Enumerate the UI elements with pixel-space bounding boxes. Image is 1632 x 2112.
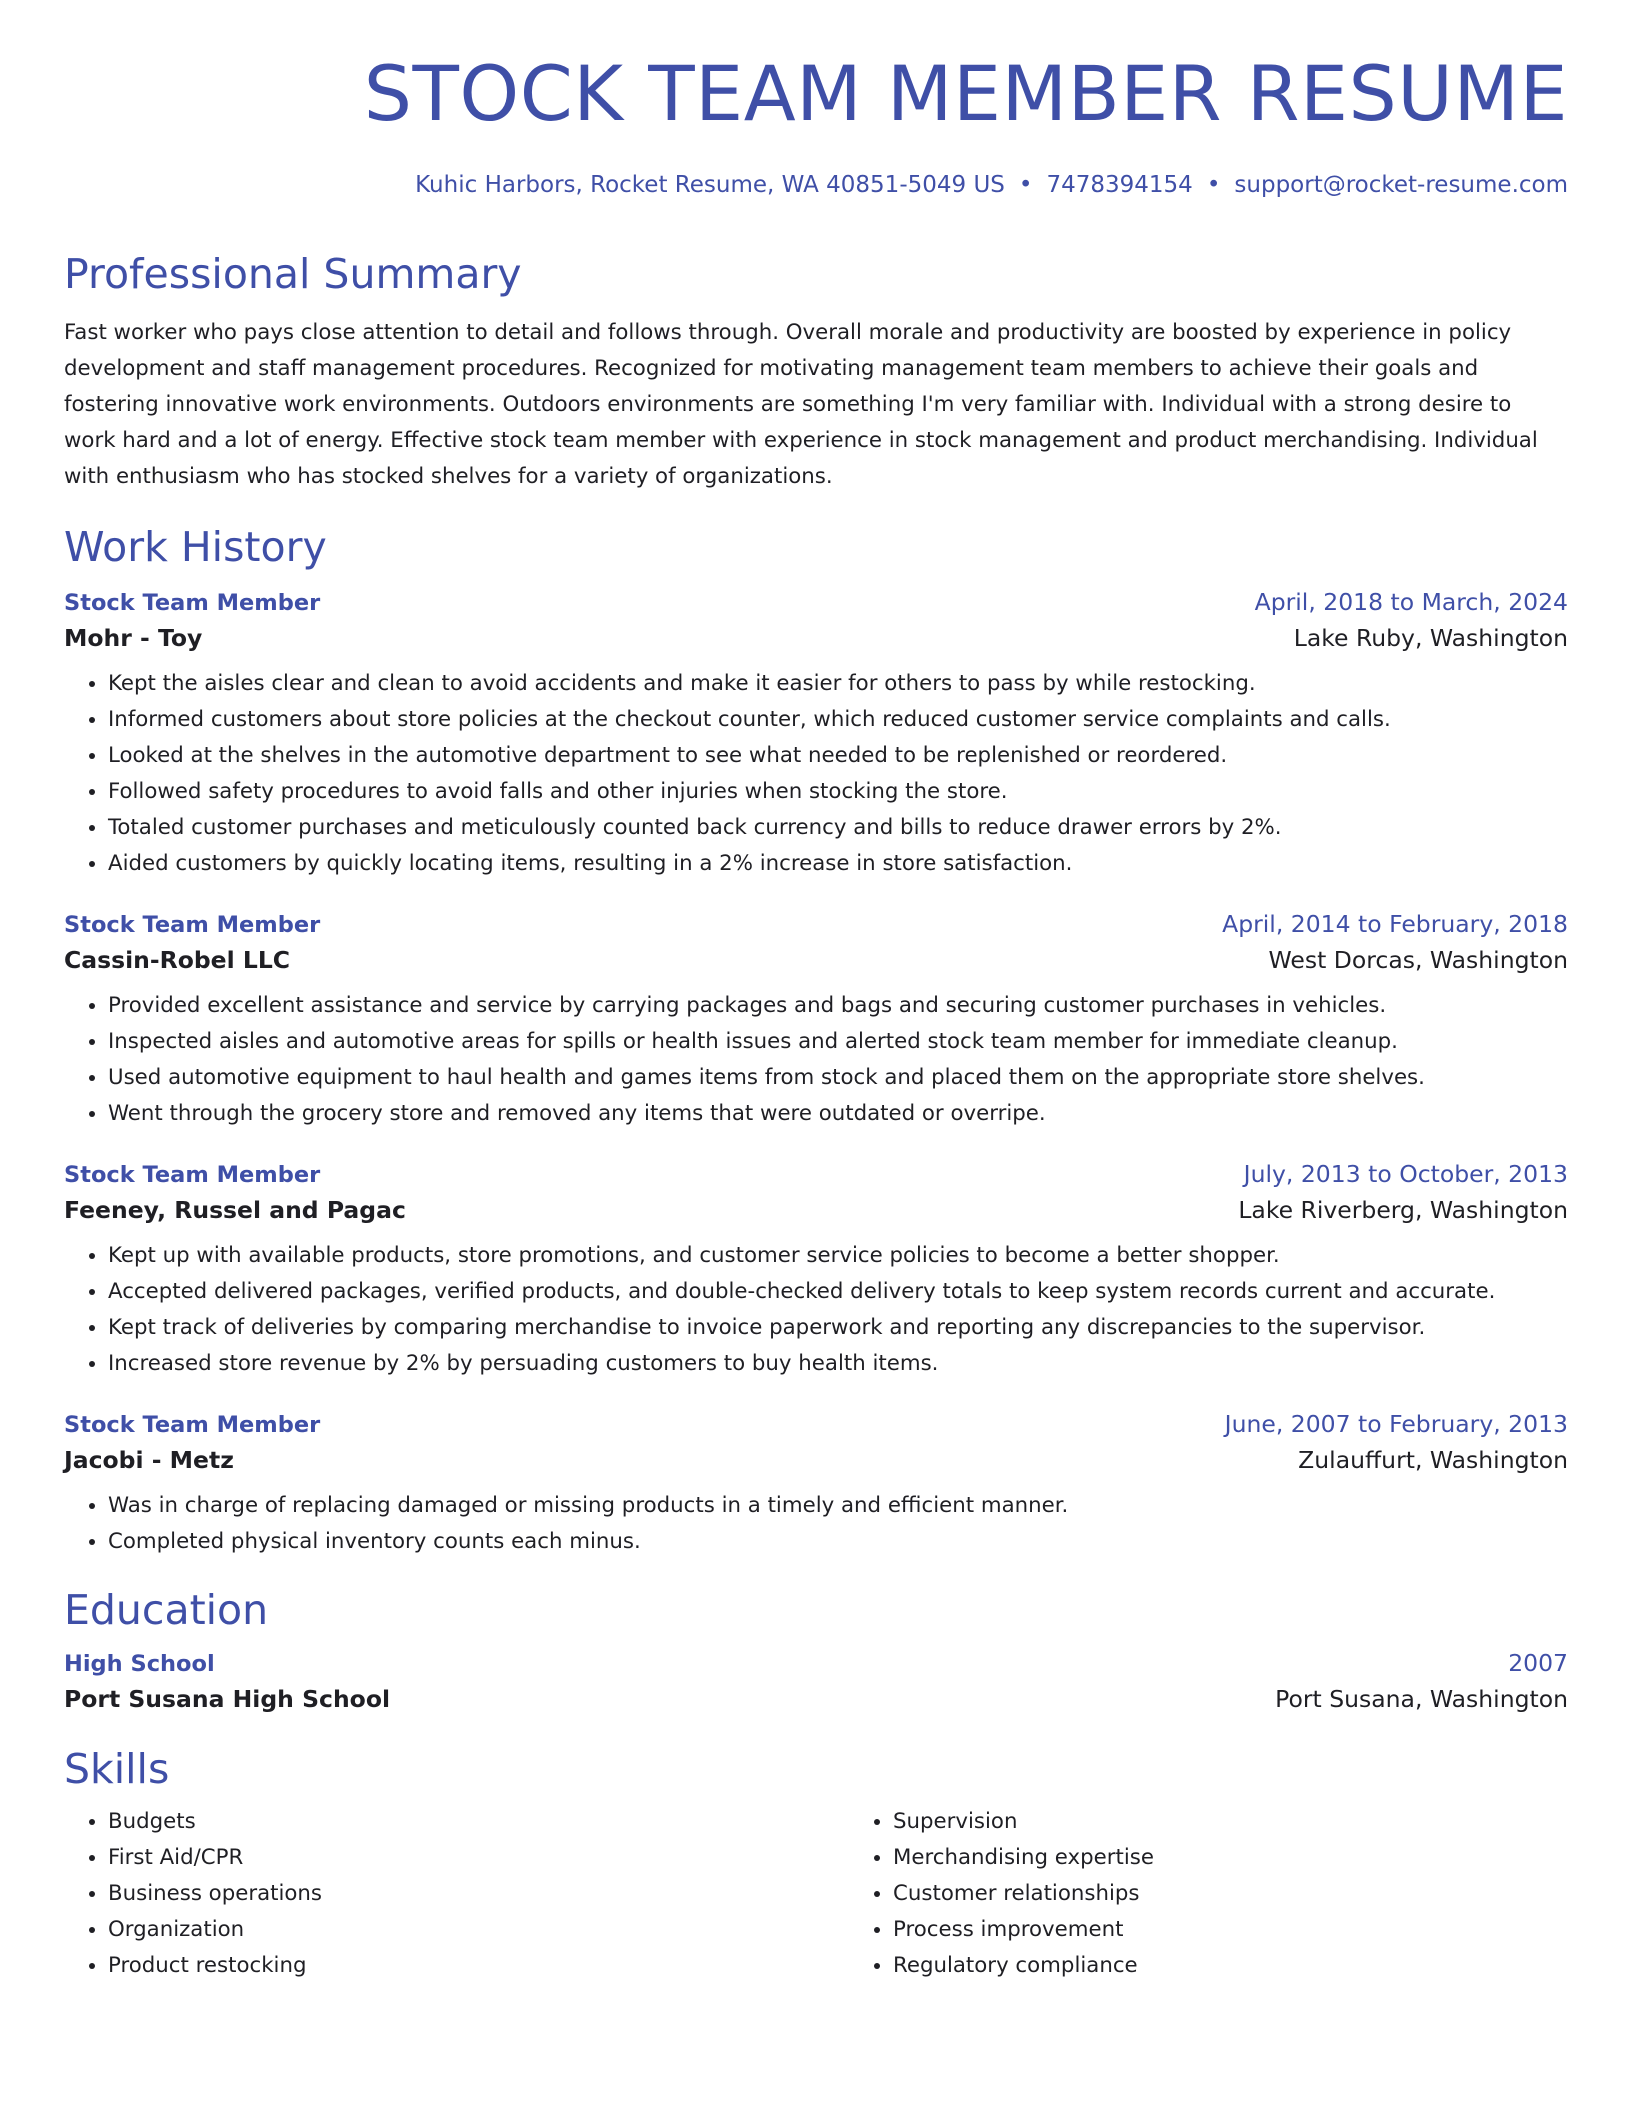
education-location: Port Susana, Washington <box>1275 1685 1568 1714</box>
contact-email: support@rocket-resume.com <box>1234 172 1568 198</box>
education-year: 2007 <box>1508 1649 1568 1678</box>
resume-title: STOCK TEAM MEMBER RESUME <box>363 49 1568 138</box>
skill-item: • Process improvement <box>893 1912 1568 1948</box>
job-location: Zulauffurt, Washington <box>1298 1446 1568 1475</box>
education-school: Port Susana High School <box>64 1685 391 1714</box>
job-bullet: • Completed physical inventory counts each minus. <box>108 1524 1568 1560</box>
job-dates: April, 2014 to February, 2018 <box>1222 910 1568 939</box>
skill-item: • Regulatory compliance <box>893 1948 1568 1984</box>
job-dates: April, 2018 to March, 2024 <box>1254 588 1568 617</box>
job-bullet: • Was in charge of replacing damaged or missing products in a timely and efficient manner. <box>108 1488 1568 1524</box>
job-bullets <box>64 988 1568 1132</box>
job-bullet: • Went through the grocery store and removed any items that were outdated or overripe. <box>108 1096 1568 1132</box>
skills-column-left <box>64 1804 849 1984</box>
education-heading: Education <box>64 1586 269 1635</box>
job-role: Stock Team Member <box>64 1162 321 1189</box>
job-bullet: • Provided excellent assistance and service by carrying packages and bags and securing customer purchases in vehicles. <box>108 988 1568 1024</box>
work-history-heading: Work History <box>64 523 327 572</box>
skill-item: • Organization <box>108 1912 849 1948</box>
job-bullet: • Increased store revenue by 2% by persuading customers to buy health items. <box>108 1346 1568 1382</box>
job-company: Mohr - Toy <box>64 624 203 653</box>
job-entry <box>64 910 1568 1132</box>
job-bullet: • Inspected aisles and automotive areas for spills or health issues and alerted stock team member for immediate cleanup. <box>108 1024 1568 1060</box>
job-entry <box>64 1160 1568 1382</box>
job-location: West Dorcas, Washington <box>1268 946 1568 975</box>
job-dates: June, 2007 to February, 2013 <box>1224 1410 1568 1439</box>
job-bullet: • Looked at the shelves in the automotive department to see what needed to be replenished or reordered. <box>108 738 1568 774</box>
contact-phone: 7478394154 <box>1046 172 1193 198</box>
job-bullet: • Followed safety procedures to avoid falls and other injuries when stocking the store. <box>108 774 1568 810</box>
job-role: Stock Team Member <box>64 912 321 939</box>
job-bullet: • Kept up with available products, store promotions, and customer service policies to become a better shopper. <box>108 1238 1568 1274</box>
job-company: Jacobi - Metz <box>64 1446 234 1475</box>
job-role: Stock Team Member <box>64 1412 321 1439</box>
summary-heading: Professional Summary <box>64 250 522 298</box>
job-bullet: • Informed customers about store policies at the checkout counter, which reduced customer service complaints and calls. <box>108 702 1568 738</box>
job-bullet: • Used automotive equipment to haul health and games items from stock and placed them on the appropriate store shelves. <box>108 1060 1568 1096</box>
education-degree: High School <box>64 1651 215 1678</box>
job-role: Stock Team Member <box>64 590 321 617</box>
job-bullet: • Aided customers by quickly locating items, resulting in a 2% increase in store satisfaction. <box>108 846 1568 882</box>
skills-heading: Skills <box>64 1745 170 1794</box>
job-bullet: • Totaled customer purchases and meticulously counted back currency and bills to reduce drawer errors by 2%. <box>108 810 1568 846</box>
job-bullet: • Accepted delivered packages, verified products, and double-checked delivery totals to keep system records current and accurate. <box>108 1274 1568 1310</box>
education-entry <box>64 1649 1568 1713</box>
skill-item: • Supervision <box>893 1804 1568 1840</box>
skill-item: • Product restocking <box>108 1948 849 1984</box>
skill-item: • Customer relationships <box>893 1876 1568 1912</box>
skill-item: • Budgets <box>108 1804 849 1840</box>
job-bullet: • Kept track of deliveries by comparing merchandise to invoice paperwork and reporting any discrepancies to the supervisor. <box>108 1310 1568 1346</box>
job-bullets <box>64 1488 1568 1560</box>
job-location: Lake Riverberg, Washington <box>1238 1196 1568 1225</box>
job-bullet: • Kept the aisles clear and clean to avoid accidents and make it easier for others to pass by while restocking. <box>108 666 1568 702</box>
skills-column-right <box>849 1804 1568 1984</box>
contact-address: Kuhic Harbors, Rocket Resume, WA 40851-5049 US <box>415 172 1005 198</box>
job-company: Feeney, Russel and Pagac <box>64 1196 406 1225</box>
job-entry <box>64 588 1568 882</box>
skills-list <box>64 1804 1568 1984</box>
contact-separator: • <box>1018 172 1033 198</box>
job-company: Cassin-Robel LLC <box>64 946 291 975</box>
contact-line <box>64 172 1568 198</box>
skill-item: • Business operations <box>108 1876 849 1912</box>
job-bullets <box>64 666 1568 882</box>
job-dates: July, 2013 to October, 2013 <box>1243 1160 1568 1189</box>
summary-text: Fast worker who pays close attention to detail and follows through. Overall morale and productivity are boosted by experience in policy development and staff management procedures. Recognized for motivating management team members to achieve their goals and fostering innovative work environments. Outdoors environments are something I'm very familiar with. Individual with a strong desire to work hard and a lot of energy. Effective stock team member with experience in stock management and product merchandising. Individual with enthusiasm who has stocked shelves for a variety of organizations. <box>64 320 1538 490</box>
job-entry <box>64 1410 1568 1560</box>
contact-separator: • <box>1206 172 1221 198</box>
job-location: Lake Ruby, Washington <box>1293 624 1568 653</box>
skill-item: • Merchandising expertise <box>893 1840 1568 1876</box>
job-bullets <box>64 1238 1568 1382</box>
skill-item: • First Aid/CPR <box>108 1840 849 1876</box>
